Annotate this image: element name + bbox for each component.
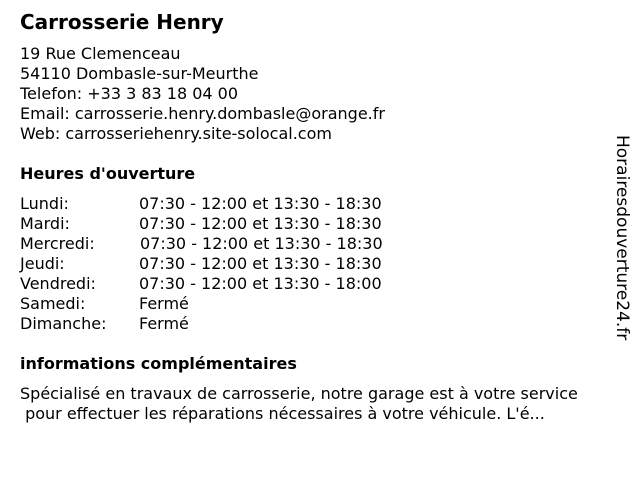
description-line: pour effectuer les réparations nécessaires à votre véhicule. L'é... [20, 404, 545, 423]
hours-row-wednesday [20, 234, 383, 254]
hours-row-saturday [20, 294, 189, 314]
day-label: Samedi: [20, 294, 86, 313]
day-hours: 07:30 - 12:00 et 13:30 - 18:30 [139, 254, 382, 273]
contact-block [20, 44, 385, 144]
day-label: Vendredi: [20, 274, 96, 293]
business-name: Carrosserie Henry [20, 10, 224, 34]
hours-row-sunday [20, 314, 189, 334]
hours-row-friday [20, 274, 382, 294]
hours-row-tuesday [20, 214, 382, 234]
site-watermark: Horairesdouverture24.fr [612, 135, 632, 341]
info-description [20, 384, 630, 424]
day-label: Mercredi: [20, 234, 95, 253]
web-line: Web: carrosseriehenry.site-solocal.com [20, 124, 332, 143]
hours-row-monday [20, 194, 382, 214]
hours-heading: Heures d'ouverture [20, 164, 196, 183]
day-label: Mardi: [20, 214, 70, 233]
description-line: Spécialisé en travaux de carrosserie, notre garage est à votre service [20, 384, 578, 403]
day-hours: 07:30 - 12:00 et 13:30 - 18:00 [139, 274, 382, 293]
day-hours: Fermé [139, 294, 189, 313]
hours-table [20, 194, 383, 334]
email-line: Email: carrosserie.henry.dombasle@orange.fr [20, 104, 385, 123]
address-street: 19 Rue Clemenceau [20, 44, 181, 63]
day-hours: 07:30 - 12:00 et 13:30 - 18:30 [139, 214, 382, 233]
day-label: Jeudi: [20, 254, 65, 273]
phone-line: Telefon: +33 3 83 18 04 00 [20, 84, 239, 103]
address-city: 54110 Dombasle-sur-Meurthe [20, 64, 259, 83]
day-label: Lundi: [20, 194, 69, 213]
day-hours: 07:30 - 12:00 et 13:30 - 18:30 [140, 234, 383, 253]
hours-row-thursday [20, 254, 382, 274]
info-heading: informations complémentaires [20, 354, 297, 373]
day-hours: Fermé [139, 314, 189, 333]
day-label: Dimanche: [20, 314, 107, 333]
day-hours: 07:30 - 12:00 et 13:30 - 18:30 [139, 194, 382, 213]
